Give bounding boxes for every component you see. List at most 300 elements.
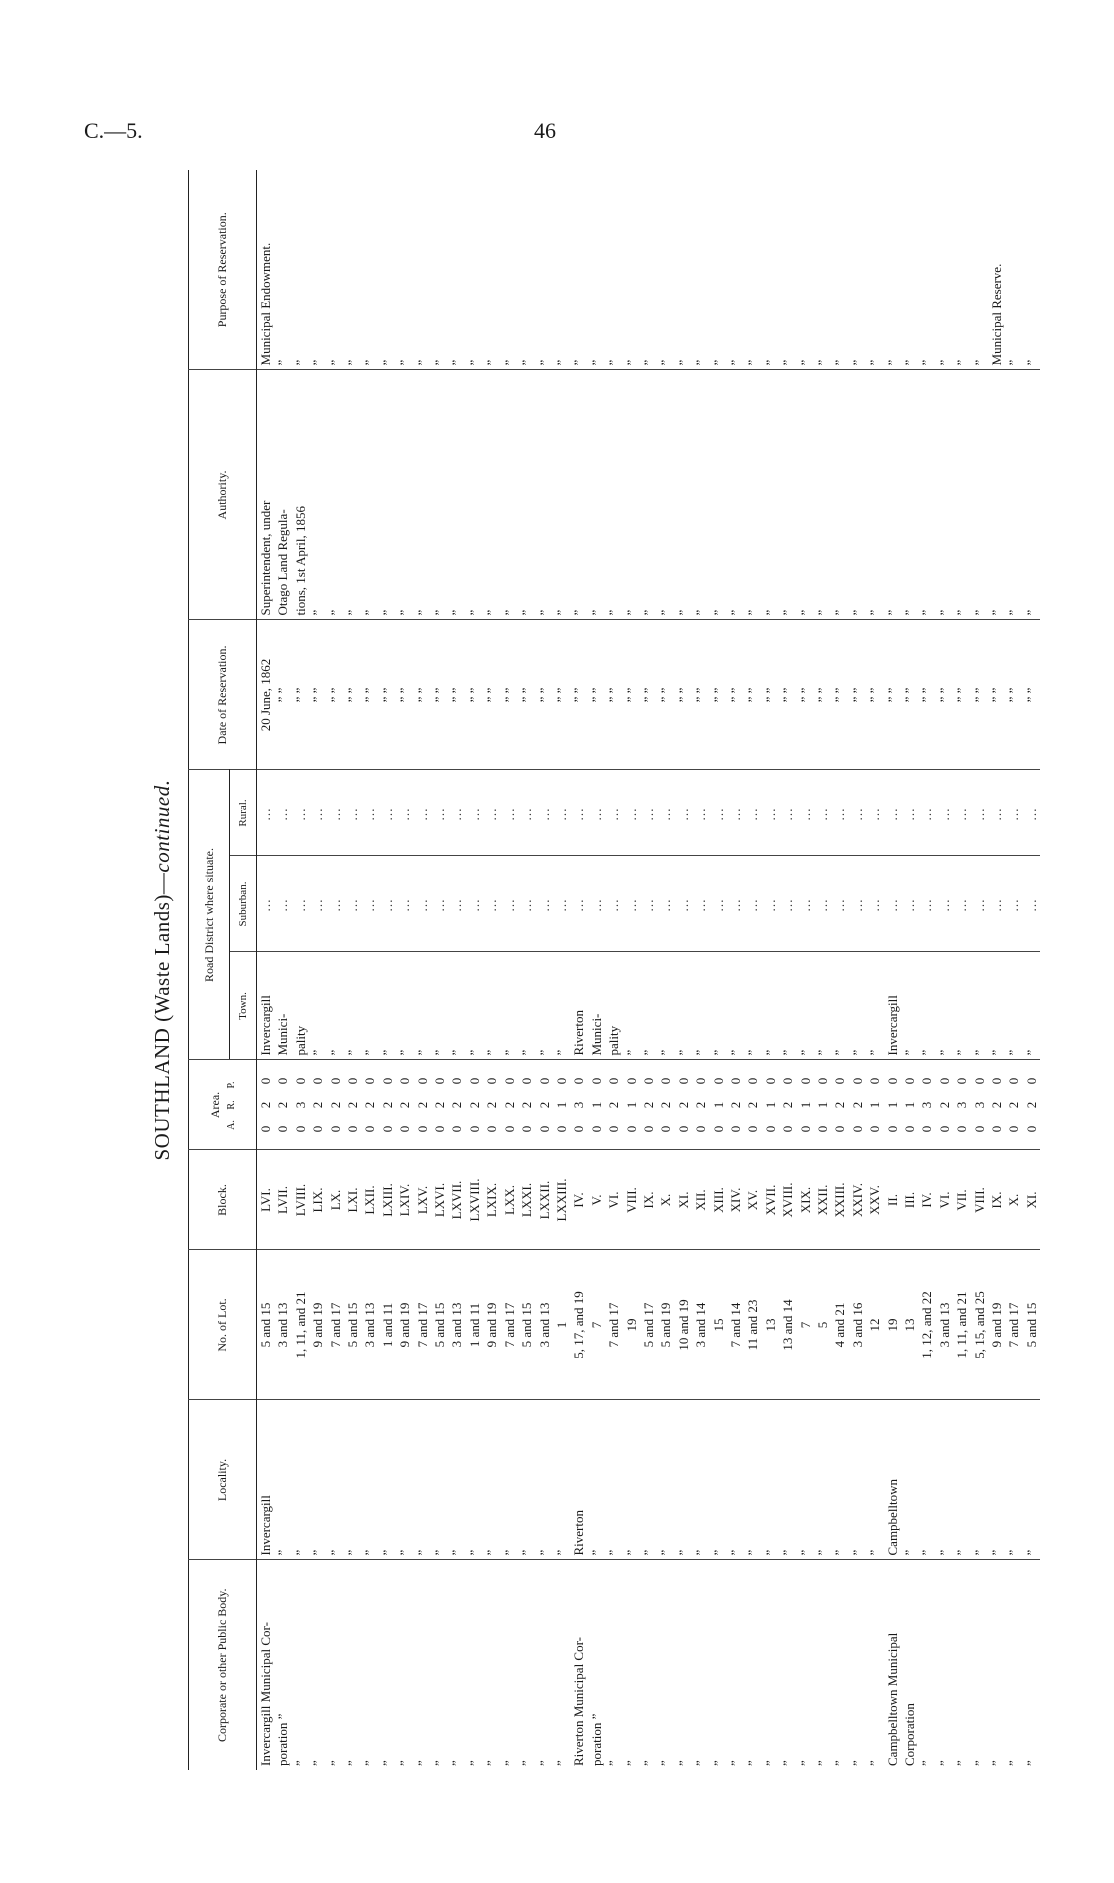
area-a: 0 [536,1125,552,1133]
cell-town: ” [361,952,378,1060]
area-p: 0 [606,1077,622,1085]
cell-rural: … [918,770,935,856]
cell-rural: … [361,770,378,856]
cell-locality: ” [901,1400,918,1560]
cell-corporate: ” [953,1560,970,1770]
cell-authority: ” [570,370,587,620]
area-p: 0 [1006,1077,1022,1085]
cell-area [414,1060,431,1150]
cell-town: ” [744,952,761,1060]
table-row [779,170,796,1770]
cell-corporate: ” [988,1560,1005,1770]
area-a: 0 [1006,1125,1022,1133]
area-a: 0 [762,1125,778,1133]
area-p: 0 [658,1077,674,1085]
cell-purpose: ” [867,359,883,366]
area-a: 0 [623,1125,639,1133]
area-r: 2 [449,1101,465,1109]
cell-corporate: ” [831,1560,848,1770]
cell-suburban: … [536,856,553,952]
area-p: 0 [501,1077,517,1085]
cell-purpose: Municipal Reserve. [989,263,1005,366]
cell-corporate: ” [849,1560,866,1770]
table-row [1023,170,1040,1770]
cell-corporate: ” [1005,1560,1022,1770]
cell-rural: … [675,770,692,856]
cell-area [396,1060,413,1150]
area-p: 0 [745,1077,761,1085]
cell-area [501,1060,518,1150]
cell-purpose: ” [815,359,830,366]
cell-area [309,1060,326,1150]
area-r: 2 [640,1101,656,1109]
area-r: 2 [466,1101,482,1109]
cell-date: ” ” [501,620,518,770]
cell-corporate: ” [536,1560,553,1770]
area-a: 0 [449,1125,465,1133]
cell-corporate: ” [309,1560,326,1770]
table-row [988,170,1005,1770]
cell-locality: ” [414,1400,431,1560]
cell-authority: ” [692,370,709,620]
cell-purpose: ” [710,359,726,366]
cell-date: ” ” [292,620,309,770]
cell-block: X. [657,1150,674,1250]
table-row [866,170,883,1770]
area-a: 0 [658,1125,674,1133]
cell-lot: 1, 11, and 21 [953,1250,970,1400]
area-a: 0 [553,1125,569,1133]
cell-lot: 9 and 19 [396,1250,413,1400]
header-rural: Rural. [230,770,257,856]
cell-suburban: … [849,856,866,952]
area-p: 0 [553,1077,569,1085]
cell-suburban: … [988,856,1005,952]
cell-area [918,1060,935,1150]
table-wrap [188,170,1040,1770]
cell-date: ” ” [779,620,796,770]
area-r: 2 [849,1101,865,1109]
cell-lot: 3 and 13 [936,1250,953,1400]
cell-area [727,1060,744,1150]
area-p: 0 [989,1077,1005,1085]
area-r: 2 [379,1101,395,1109]
area-a: 0 [849,1125,865,1133]
area-r: 2 [693,1101,709,1109]
area-p: 0 [327,1077,343,1085]
cell-town: ” [518,952,535,1060]
cell-block: XVIII. [779,1150,796,1250]
cell-lot: 5 and 17 [640,1250,657,1400]
cell-corporate: Corporation [901,1560,918,1770]
area-a: 0 [362,1125,378,1133]
cell-lot: 5 and 19 [657,1250,674,1400]
cell-area [431,1060,448,1150]
area-r: 2 [258,1101,273,1109]
cell-purpose: ” [623,359,639,366]
cell-lot: 1 and 11 [466,1250,483,1400]
cell-authority: ” [379,370,396,620]
area-a: 0 [345,1125,361,1133]
cell-rural: … [1005,770,1022,856]
header-area-label: Area. [207,1091,222,1119]
cell-date: ” ” [361,620,378,770]
cell-suburban: … [605,856,622,952]
table-row [588,170,605,1770]
cell-suburban: … [396,856,413,952]
cell-area [953,1060,970,1150]
cell-authority: ” [831,370,848,620]
cell-locality: ” [274,1400,291,1560]
cell-authority: ” [779,370,796,620]
cell-locality: ” [849,1400,866,1560]
area-p: 0 [780,1077,796,1085]
area-p: 0 [397,1077,413,1085]
cell-corporate: ” [779,1560,796,1770]
cell-town: ” [536,952,553,1060]
cell-locality: ” [657,1400,674,1560]
cell-corporate: ” [744,1560,761,1770]
cell-town: Invercargill [257,952,275,1060]
cell-block: LXX. [501,1150,518,1250]
cell-block: III. [901,1150,918,1250]
cell-locality: ” [292,1400,309,1560]
cell-area [640,1060,657,1150]
cell-purpose: ” [762,359,778,366]
cell-locality: ” [779,1400,796,1560]
cell-authority: ” [884,370,901,620]
cell-block: LXV. [414,1150,431,1250]
cell-block: LXIV. [396,1150,413,1250]
cell-purpose: ” [606,359,622,366]
cell-locality: ” [814,1400,831,1560]
area-p: 0 [693,1077,709,1085]
area-p: 0 [275,1077,291,1085]
area-a: 0 [1023,1125,1039,1133]
area-r: 2 [414,1101,430,1109]
cell-suburban: … [623,856,640,952]
cell-date: ” ” [379,620,396,770]
cell-block: XXIII. [831,1150,848,1250]
header-purpose: Purpose of Reservation. [189,170,257,370]
cell-block: XXIV. [849,1150,866,1250]
cell-area [448,1060,465,1150]
cell-block: LXIII. [379,1150,396,1250]
cell-locality: ” [971,1400,988,1560]
cell-rural: … [553,770,570,856]
cell-corporate: ” [866,1560,883,1770]
table-row [1005,170,1022,1770]
cell-block: XIV. [727,1150,744,1250]
cell-authority: ” [901,370,918,620]
cell-suburban: … [675,856,692,952]
area-r: 2 [432,1101,448,1109]
cell-lot: 11 and 23 [744,1250,761,1400]
cell-rural: … [866,770,883,856]
cell-purpose: ” [449,359,465,366]
area-p: 0 [971,1077,987,1085]
cell-purpose: ” [536,359,552,366]
cell-rural: … [988,770,1005,856]
table-row [918,170,935,1770]
header-corporate: Corporate or other Public Body. [189,1560,257,1770]
cell-purpose: ” [414,359,430,366]
cell-corporate: ” [431,1560,448,1770]
area-p: 0 [310,1077,326,1085]
area-r: 1 [588,1101,604,1109]
cell-town: ” [849,952,866,1060]
area-a: 0 [571,1125,587,1133]
cell-corporate: poration ” [588,1560,605,1770]
cell-block: LXVII. [448,1150,465,1250]
area-p: 0 [954,1077,970,1085]
area-r: 1 [815,1101,830,1109]
area-r: 2 [536,1101,552,1109]
cell-town: ” [396,952,413,1060]
cell-lot: 5 and 15 [344,1250,361,1400]
area-p: 0 [623,1077,639,1085]
cell-date: ” ” [814,620,831,770]
area-p: 0 [936,1077,952,1085]
table-row [814,170,831,1770]
cell-date: ” ” [762,620,779,770]
area-r: 1 [710,1101,726,1109]
cell-suburban: … [414,856,431,952]
cell-locality: ” [727,1400,744,1560]
cell-locality: ” [744,1400,761,1560]
cell-purpose: ” [1023,359,1039,366]
cell-rural: … [605,770,622,856]
area-a: 0 [745,1125,761,1133]
page-number: 46 [534,118,556,143]
cell-purpose: ” [884,359,900,366]
area-r: 2 [501,1101,517,1109]
cell-locality: Riverton [570,1400,587,1560]
cell-town: ” [936,952,953,1060]
area-r: 3 [971,1101,987,1109]
cell-block: LXXII. [536,1150,553,1250]
area-a: 0 [327,1125,343,1133]
area-p: 0 [362,1077,378,1085]
cell-lot: 5 and 15 [518,1250,535,1400]
cell-block: VI. [936,1150,953,1250]
cell-suburban: … [518,856,535,952]
cell-block: LIX. [309,1150,326,1250]
table-row [884,170,901,1770]
cell-locality: ” [396,1400,413,1560]
cell-block: VIII. [623,1150,640,1250]
cell-locality: ” [466,1400,483,1560]
cell-rural: … [640,770,657,856]
cell-purpose: ” [553,359,569,366]
cell-lot: 3 and 13 [274,1250,291,1400]
cell-authority: ” [448,370,465,620]
cell-rural: … [466,770,483,856]
table-row [536,170,553,1770]
cell-purpose: ” [501,359,517,366]
table-row [936,170,953,1770]
cell-purpose: ” [832,359,848,366]
cell-suburban: … [831,856,848,952]
cell-town: ” [971,952,988,1060]
cell-rural: … [483,770,500,856]
cell-locality: Invercargill [257,1400,275,1560]
table-row [831,170,848,1770]
table-row [657,170,674,1770]
cell-corporate: ” [518,1560,535,1770]
cell-locality: ” [605,1400,622,1560]
cell-town: ” [414,952,431,1060]
header-suburban: Suburban. [230,856,257,952]
cell-area [466,1060,483,1150]
area-p: 0 [466,1077,482,1085]
cell-suburban: … [361,856,378,952]
cell-purpose: ” [780,359,796,366]
header-lot: No. of Lot. [189,1250,257,1400]
cell-suburban: … [710,856,727,952]
cell-corporate: ” [918,1560,935,1770]
area-a: 0 [780,1125,796,1133]
cell-corporate: ” [971,1560,988,1770]
cell-date: ” ” [518,620,535,770]
cell-date: ” ” [918,620,935,770]
table-row [553,170,570,1770]
cell-rural: … [727,770,744,856]
cell-lot: 3 and 16 [849,1250,866,1400]
cell-block: LVII. [274,1150,291,1250]
cell-lot: 3 and 13 [536,1250,553,1400]
cell-date: ” ” [831,620,848,770]
cell-area [553,1060,570,1150]
title-italic: continued. [150,779,174,873]
cell-locality: ” [431,1400,448,1560]
cell-date: ” ” [797,620,814,770]
cell-locality: ” [988,1400,1005,1560]
page-code: C.—5. [84,118,143,143]
table-row [640,170,657,1770]
cell-town: ” [657,952,674,1060]
cell-date: ” ” [988,620,1005,770]
table-row [309,170,326,1770]
cell-date: ” ” [866,620,883,770]
cell-suburban: … [901,856,918,952]
cell-area [675,1060,692,1150]
area-r: 2 [397,1101,413,1109]
cell-town: Munici- [588,952,605,1060]
table-row [623,170,640,1770]
cell-town: ” [501,952,518,1060]
cell-rural: … [971,770,988,856]
cell-authority: ” [657,370,674,620]
cell-block: XVII. [762,1150,779,1250]
cell-block: LXIX. [483,1150,500,1250]
area-r: 1 [623,1101,639,1109]
table-body [257,170,1041,1770]
cell-town: ” [466,952,483,1060]
cell-date: ” ” [1005,620,1022,770]
area-r: 2 [780,1101,796,1109]
cell-date: 20 June, 1862 [257,620,275,770]
cell-suburban: … [744,856,761,952]
cell-town: ” [448,952,465,1060]
cell-date: ” ” [849,620,866,770]
cell-locality: ” [918,1400,935,1560]
area-a: 0 [640,1125,656,1133]
cell-authority: ” [588,370,605,620]
cell-purpose: ” [327,359,343,366]
cell-rural: … [692,770,709,856]
cell-area [744,1060,761,1150]
cell-area [901,1060,918,1150]
cell-town: ” [988,952,1005,1060]
area-r: 3 [292,1101,308,1109]
cell-purpose: ” [902,359,918,366]
cell-suburban: … [918,856,935,952]
cell-block: XXV. [866,1150,883,1250]
cell-town: ” [483,952,500,1060]
cell-date: ” ” [483,620,500,770]
area-r: 2 [675,1101,691,1109]
cell-suburban: … [292,856,309,952]
cell-authority: ” [710,370,727,620]
cell-authority: ” [553,370,570,620]
table-title [140,170,184,1770]
cell-locality: ” [483,1400,500,1560]
area-a: 0 [954,1125,970,1133]
table-row [361,170,378,1770]
cell-town: ” [1023,952,1040,1060]
cell-suburban: … [327,856,344,952]
cell-purpose: ” [275,359,291,366]
cell-area [623,1060,640,1150]
cell-purpose: ” [919,359,935,366]
cell-corporate: ” [483,1560,500,1770]
cell-rural: … [814,770,831,856]
cell-suburban: … [727,856,744,952]
cell-lot: 3 and 14 [692,1250,709,1400]
cell-suburban: … [692,856,709,952]
cell-block: LXI. [344,1150,361,1250]
cell-suburban: … [640,856,657,952]
area-r: 2 [745,1101,761,1109]
table-row [431,170,448,1770]
cell-corporate: Invercargill Municipal Cor- [257,1560,275,1770]
header-date: Date of Reservation. [189,620,257,770]
cell-town: ” [901,952,918,1060]
cell-area [257,1060,275,1150]
cell-corporate: ” [466,1560,483,1770]
area-r: 2 [727,1101,743,1109]
cell-purpose: ” [640,359,656,366]
cell-suburban: … [779,856,796,952]
cell-authority: tions, 1st April, 1856 [292,370,309,620]
cell-block: LXXI. [518,1150,535,1250]
area-p: 0 [258,1077,273,1085]
cell-date: ” ” [274,620,291,770]
unit-roods: R. [225,1100,237,1110]
table-row [692,170,709,1770]
area-a: 0 [884,1125,900,1133]
cell-purpose: ” [658,359,674,366]
cell-corporate: ” [762,1560,779,1770]
area-r: 2 [1006,1101,1022,1109]
cell-lot: 5 and 15 [1023,1250,1040,1400]
cell-locality: ” [379,1400,396,1560]
cell-lot: 5 and 15 [431,1250,448,1400]
cell-block: LXVIII. [466,1150,483,1250]
table-row [379,170,396,1770]
cell-date: ” ” [936,620,953,770]
